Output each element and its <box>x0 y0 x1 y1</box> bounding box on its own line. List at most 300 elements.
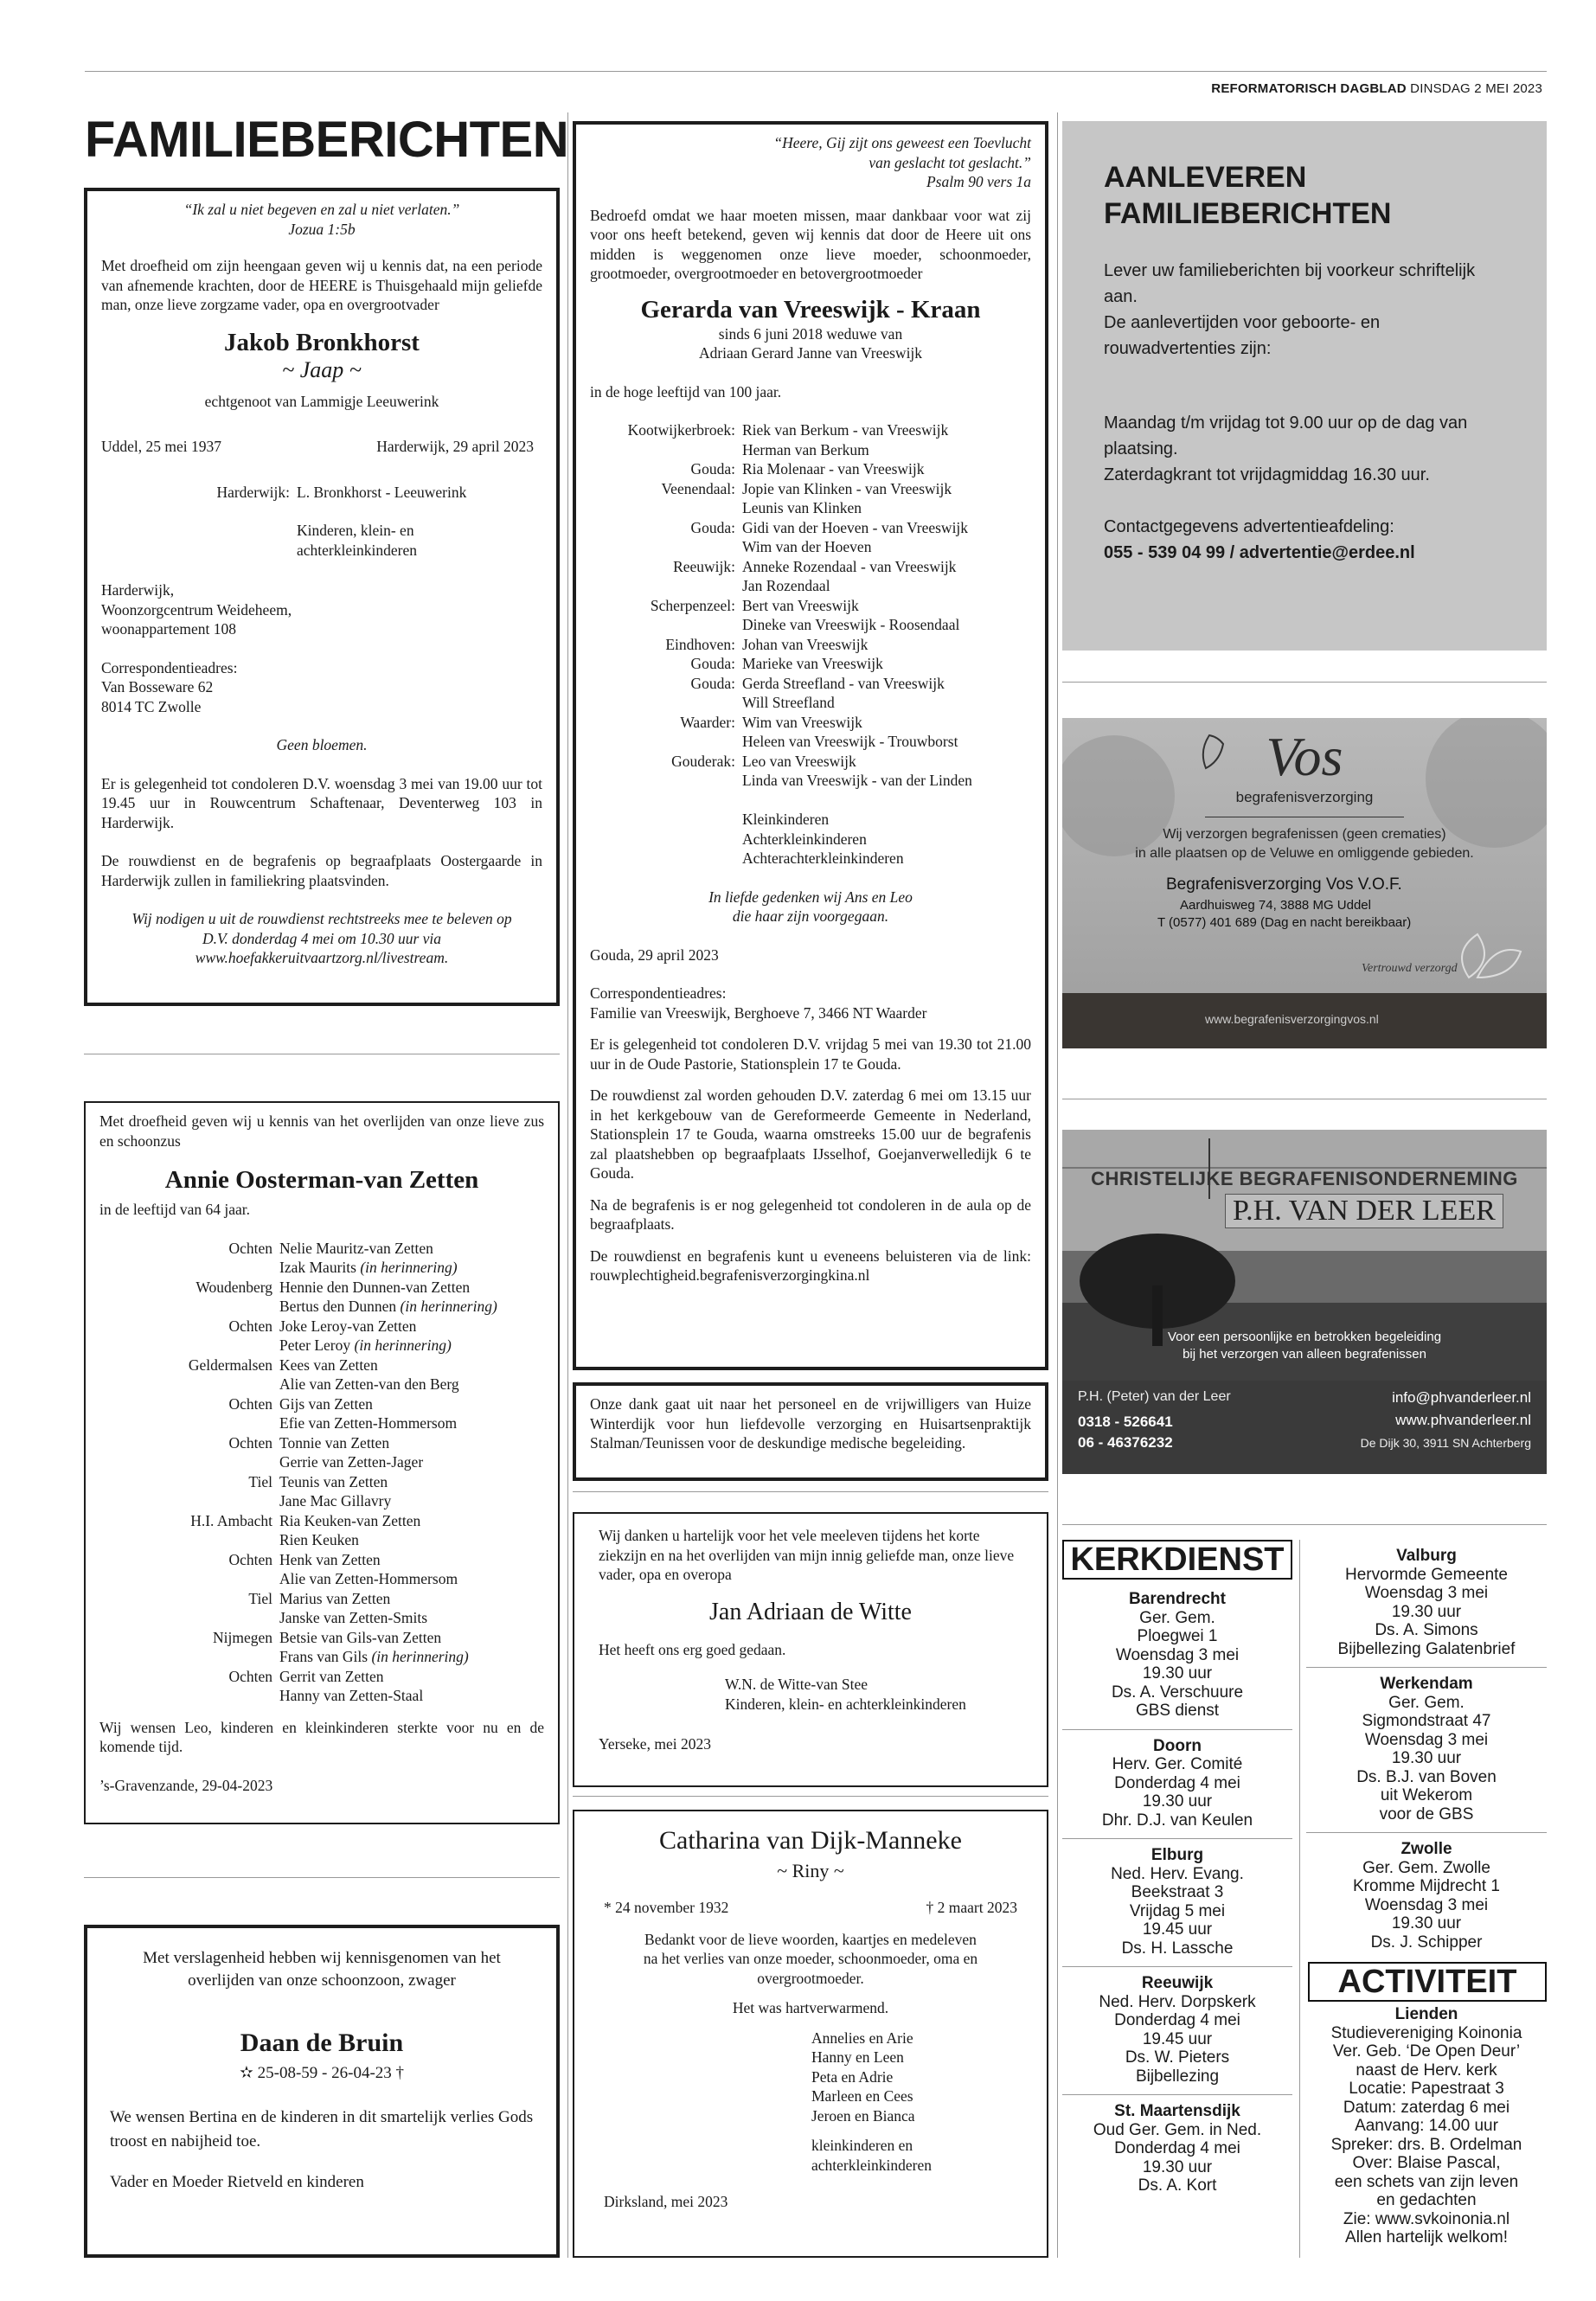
vos-lines <box>1062 825 1547 863</box>
family-place: Ochten <box>228 1394 272 1413</box>
life-dates <box>101 437 542 457</box>
family-member: Bert van Vreeswijk <box>742 596 859 614</box>
church-place: Zwolle <box>1401 1840 1452 1858</box>
top-rule <box>85 71 1547 72</box>
divider <box>1062 682 1547 683</box>
family-place <box>590 615 742 635</box>
family-member <box>279 1686 544 1706</box>
family-rest-2: achterkleinkinderen <box>297 541 417 559</box>
family-member: Johan van Vreeswijk <box>742 635 869 653</box>
activiteit-line: een schets van zijn leven <box>1334 2172 1519 2191</box>
family-member <box>279 1239 544 1259</box>
notice-oosterman <box>84 1101 560 1824</box>
correspondence: Familie van Vreeswijk, Berghoeve 7, 3466 NT Waarder <box>590 1003 927 1022</box>
family-member-name: Marius van Zetten <box>279 1589 391 1607</box>
family-member-name: Alie van Zetten-Hommersom <box>279 1570 458 1587</box>
church-line: Sigmondstraat 47 <box>1362 1712 1491 1730</box>
divider <box>1062 1524 1547 1525</box>
family-member <box>279 1569 544 1589</box>
church-line: 19.45 uur <box>1142 1920 1213 1939</box>
life-dates <box>604 1898 1017 1918</box>
deceased-name: Daan de Bruin <box>240 2029 404 2057</box>
divider <box>573 1796 1048 1797</box>
vos-line: in alle plaatsen op de Veluwe en omliggende gebieden. <box>1135 846 1474 861</box>
church-place: Reeuwijk <box>1141 1974 1214 1992</box>
wish: Wij wensen Leo, kinderen en kleinkinderen sterkte voor nu en de komende tijd. <box>99 1718 544 1755</box>
family-member-name: Janske van Zetten-Smits <box>279 1609 428 1626</box>
listen-info: De rouwdienst en begrafenis kunt u eveneens beluisteren via de link: rouwplechtigheid.begrafenisverzorgingkina.nl <box>590 1247 1031 1284</box>
thanks-text: Onze dank gaat uit naar het personeel en de vrijwilligers van Huize Winterdijk voor hun liefdevolle verzorging en Huisartsenpraktijk Stalman/Teunissen voor de deskundige medische begeleiding. <box>590 1395 1031 1452</box>
church-line: Ned. Herv. Evang. <box>1111 1864 1244 1883</box>
church-service <box>1306 1668 1547 1833</box>
family-member-name: Izak Maurits <box>279 1259 356 1276</box>
intro: Bedroefd omdat we haar moeten missen, maar dankbaar voor wat zij voor ons heeft betekend, geven wij kennis dat door de Heere uit ons midden is weggenomen onze lieve moeder, schoonmoeder, grootmoeder, overgrootmoeder en betovergrootmoeder <box>590 206 1031 282</box>
family-member-name: Gijs van Zetten <box>279 1394 373 1413</box>
born: * 24 november 1932 <box>604 1899 729 1916</box>
died: † 2 maart 2023 <box>926 1899 1017 1916</box>
column-rule-1 <box>567 112 568 2258</box>
deceased-name: Jan Adriaan de Witte <box>709 1598 912 1625</box>
info-title-2: FAMILIEBERICHTEN <box>1104 197 1392 230</box>
family-member <box>279 1511 544 1531</box>
family-place: Ochten <box>228 1433 272 1452</box>
kids-1: kleinkinderen en <box>811 2137 913 2154</box>
leer-phone-1: 0318 - 526641 <box>1078 1413 1173 1430</box>
church-line: Ds. A. Simons <box>1375 1621 1478 1639</box>
family-place <box>590 830 742 849</box>
family-member: Achterkleinkinderen <box>742 830 867 848</box>
activiteit-line: en gedachten <box>1376 2191 1477 2209</box>
divider <box>573 1491 1048 1492</box>
good: Het heeft ons erg goed gedaan. <box>599 1640 786 1658</box>
service-info: De rouwdienst en de begrafenis op begraafplaats Oostergaarde in Harderwijk zullen in familiekring plaatsvinden. <box>101 852 542 889</box>
info-p4: Zaterdagkrant tot vrijdagmiddag 16.30 uur. <box>1104 465 1430 484</box>
family-place: Reeuwijk: <box>673 557 735 575</box>
deceased-name: Gerarda van Vreeswijk - Kraan <box>640 295 981 324</box>
family-place <box>99 1375 279 1394</box>
church-line: Ds. A. Verschuure <box>1111 1682 1244 1702</box>
notice-bronkhorst <box>84 188 560 1006</box>
church-service <box>1062 1730 1292 1840</box>
signer-name: Hanny en Leen <box>811 2048 904 2066</box>
church-line: Herv. Ger. Comité <box>1112 1755 1243 1773</box>
contact-label: Contactgegevens advertentieafdeling: <box>1104 517 1394 536</box>
names-list <box>604 2029 1017 2126</box>
family-member: Herman van Berkum <box>742 440 869 458</box>
condole-info: Er is gelegenheid tot condoleren D.V. woensdag 3 mei van 19.00 uur tot 19.45 uur in Rouwcentrum Schaftenaar, Deventerweg 103 in Harderwijk. <box>101 774 542 831</box>
family-member <box>279 1258 544 1278</box>
family-member <box>279 1336 544 1356</box>
family-place <box>590 849 742 868</box>
masthead <box>1211 81 1542 96</box>
family-place <box>590 498 742 518</box>
family-place <box>590 771 742 791</box>
church-place: Barendrecht <box>1129 1590 1226 1608</box>
family-place <box>590 576 742 596</box>
church-line: Kromme Mijdrecht 1 <box>1353 1877 1500 1895</box>
family-member-name: Betsie van Gils-van Zetten <box>279 1628 442 1646</box>
activiteit-place: Lienden <box>1394 2005 1458 2023</box>
church-line: Ds. J. Schipper <box>1370 1932 1483 1952</box>
family-place: Scherpenzeel: <box>650 596 735 614</box>
condole-info: Er is gelegenheid tot condoleren D.V. vrijdag 5 mei van 19.30 tot 21.00 uur in de Oude Pastorie, Stationsplein 17 te Gouda. <box>590 1035 1031 1073</box>
notice-vandijk <box>573 1810 1048 2258</box>
family-member: Gerda Streefland - van Vreeswijk <box>742 674 945 692</box>
church-line: Ger. Gem. <box>1139 1608 1215 1627</box>
family-member: Riek van Berkum - van Vreeswijk <box>742 421 949 439</box>
vos-logo: Vos <box>1266 726 1343 787</box>
from: Vader en Moeder Rietveld en kinderen <box>110 2173 364 2191</box>
family-member: Will Streefland <box>742 694 835 711</box>
family-member-name: Jane Mac Gillavry <box>279 1492 392 1509</box>
family-place <box>99 1647 279 1667</box>
activiteit-line: Zie: www.svkoinonia.nl <box>1343 2209 1510 2228</box>
signer-name: Annelies en Arie <box>811 2029 913 2047</box>
church-line: Donderdag 4 mei <box>1114 2139 1240 2157</box>
notice-winterdijk <box>573 1382 1048 1481</box>
correspondence-line: Van Bosseware 62 <box>101 678 214 695</box>
leer-website: www.phvanderleer.nl <box>1395 1412 1531 1428</box>
died: Harderwijk, 29 april 2023 <box>376 438 534 455</box>
family-member <box>279 1647 544 1667</box>
church-line: 19.30 uur <box>1142 1792 1213 1811</box>
family-member <box>279 1550 544 1570</box>
activiteit-line: Ver. Geb. ‘De Open Deur’ <box>1332 2042 1521 2061</box>
church-line: Woensdag 3 mei <box>1364 1730 1489 1749</box>
info-title-1: AANLEVEREN <box>1104 161 1307 194</box>
leer-tag: bij het verzorgen van alleen begrafenissen <box>1183 1347 1426 1362</box>
notice-debruin <box>84 1925 560 2258</box>
place-date: Yerseke, mei 2023 <box>599 1735 711 1753</box>
church-line: Donderdag 4 mei <box>1114 1773 1240 1792</box>
family-member-name: Peter Leroy <box>279 1336 351 1354</box>
leaf-icon <box>1462 934 1521 977</box>
widow-line: sinds 6 juni 2018 weduwe van <box>718 324 903 343</box>
family-place <box>99 1297 279 1317</box>
family-member-name: Alie van Zetten-van den Berg <box>279 1375 459 1393</box>
church-line: Ds. A. Kort <box>1138 2176 1217 2195</box>
paper-name: REFORMATORISCH DAGBLAD <box>1211 81 1407 96</box>
family-member <box>279 1413 544 1433</box>
family-member <box>279 1628 544 1648</box>
age: in de leeftijd van 64 jaar. <box>99 1201 250 1218</box>
church-line: Vrijdag 5 mei <box>1129 1901 1226 1920</box>
church-place: Elburg <box>1151 1846 1204 1864</box>
church-service <box>1062 1967 1292 2095</box>
family-place: Tiel <box>248 1589 272 1607</box>
nickname: ~ Riny ~ <box>777 1860 844 1881</box>
address-line: woonappartement 108 <box>101 620 236 638</box>
church-place: St. Maartensdijk <box>1114 2102 1240 2120</box>
leer-tagline <box>1062 1329 1547 1363</box>
livestream-info: Wij nodigen u uit de rouwdienst rechtstreeks mee te beleven op D.V. donderdag 4 mei om 10.30 uur via www.hoefakkeruitvaartzorg.nl/livestream. <box>131 910 512 966</box>
family-member <box>279 1317 544 1336</box>
family-member <box>279 1297 544 1317</box>
family-member-name: Teunis van Zetten <box>279 1472 388 1490</box>
place-date: ’s-Gravenzande, 29-04-2023 <box>99 1776 273 1794</box>
leer-phone-2: 06 - 46376232 <box>1078 1434 1173 1451</box>
notice-dewitte <box>573 1512 1048 1787</box>
family-member: Dineke van Vreeswijk - Roosendaal <box>742 616 960 633</box>
activiteit-line: naast de Herv. kerk <box>1356 2061 1497 2080</box>
church-line: 19.30 uur <box>1142 1664 1213 1682</box>
family-place: Waarder: <box>680 713 735 731</box>
family-place: H.I. Ambacht <box>190 1511 272 1529</box>
church-line: Ds. B.J. van Boven <box>1356 1767 1497 1786</box>
family-member: Leo van Vreeswijk <box>742 752 856 770</box>
family-member: Achterachterkleinkinderen <box>742 849 904 867</box>
family-member <box>279 1433 544 1453</box>
vos-line: Wij verzorgen begrafenissen (geen crematies) <box>1163 827 1446 842</box>
family-place <box>99 1336 279 1356</box>
family-member: Leunis van Klinken <box>742 499 862 516</box>
family-place: Kootwijkerbroek: <box>627 421 735 439</box>
intro: Met verslagenheid hebben wij kennisgenomen van het overlijden van onze schoonzoon, zwager <box>143 1949 501 1990</box>
signer-name: Jeroen en Bianca <box>811 2106 915 2125</box>
widow-line: Adriaan Gerard Janne van Vreeswijk <box>698 344 923 362</box>
spouse: echtgenoot van Lammigje Leeuwerink <box>204 392 439 410</box>
family-member-name: Joke Leroy-van Zetten <box>279 1317 417 1335</box>
family-member <box>279 1375 544 1394</box>
section-title: FAMILIEBERICHTEN <box>85 112 569 168</box>
family-place: Eindhoven: <box>665 635 735 653</box>
kids-2: achterkleinkinderen <box>811 2156 932 2174</box>
family-list <box>101 483 542 561</box>
kerkdienst-left <box>1062 1583 1292 2204</box>
from-2: Kinderen, klein- en achterkleinkinderen <box>725 1695 966 1713</box>
deceased-name: Annie Oosterman-van Zetten <box>164 1166 479 1194</box>
family-member-name: Hennie den Dunnen-van Zetten <box>279 1278 471 1296</box>
church-place: Doorn <box>1153 1736 1202 1755</box>
activiteit-line: Datum: zaterdag 6 mei <box>1343 2098 1510 2117</box>
family-place <box>590 810 742 830</box>
info-p1: Lever uw familieberichten bij voorkeur schriftelijk aan. <box>1104 261 1476 306</box>
verse-line: “Heere, Gij zijt ons geweest een Toevlucht <box>773 134 1031 151</box>
church-line: Ploegwei 1 <box>1137 1627 1218 1645</box>
family-place: Gouda: <box>690 674 735 692</box>
church-line: Hervormde Gemeente <box>1345 1565 1508 1584</box>
column-rule-2 <box>1057 112 1058 2258</box>
family-list <box>99 1239 544 1706</box>
church-place: Werkendam <box>1380 1675 1473 1693</box>
verse <box>590 133 1031 192</box>
leer-address: De Dijk 30, 3911 SN Achterberg <box>1360 1436 1531 1450</box>
church-service <box>1062 1583 1292 1730</box>
family-place: Gouda: <box>690 655 735 672</box>
family-member-name: Bertus den Dunnen <box>279 1298 397 1315</box>
contact-info: 055 - 539 04 99 / advertentie@erdee.nl <box>1104 543 1415 562</box>
activiteit-line: Locatie: Papestraat 3 <box>1349 2080 1504 2098</box>
family-place <box>99 1569 279 1589</box>
info-p2: De aanlevertijden voor geboorte- en rouwadvertenties zijn: <box>1104 313 1381 358</box>
family-place: Tiel <box>248 1472 272 1490</box>
church-line: Bijbellezing Galatenbrief <box>1337 1639 1516 1658</box>
born: Uddel, 25 mei 1937 <box>101 438 222 455</box>
vos-sub: begrafenisverzorging <box>1235 789 1374 805</box>
family-member <box>279 1452 544 1472</box>
notice-vreeswijk <box>573 121 1048 1370</box>
family-member: Marieke van Vreeswijk <box>742 655 883 672</box>
kerkdienst-right <box>1306 1540 1547 1960</box>
family-member <box>279 1491 544 1511</box>
address <box>101 580 542 639</box>
family-place <box>590 693 742 713</box>
family-place: Harderwijk: <box>216 483 290 501</box>
place-date: Gouda, 29 april 2023 <box>590 945 719 964</box>
leer-email: info@phvanderleer.nl <box>1392 1389 1531 1406</box>
family-member-name: Ria Keuken-van Zetten <box>279 1511 421 1529</box>
family-member: Gidi van der Hoeven - van Vreeswijk <box>742 518 969 536</box>
nickname: ~ Jaap ~ <box>282 356 362 382</box>
family-place <box>99 1258 279 1278</box>
memory-line: die haar zijn voorgegaan. <box>732 907 889 925</box>
family-place <box>590 791 742 811</box>
family-member <box>279 1667 544 1687</box>
vos-phone: T (0577) 401 689 (Dag en nacht bereikbaar) <box>1157 915 1412 930</box>
family-member-name: Henk van Zetten <box>279 1550 381 1568</box>
family-member: Ria Molenaar - van Vreeswijk <box>742 460 925 478</box>
church-line: Dhr. D.J. van Keulen <box>1101 1811 1253 1830</box>
church-line: Oud Ger. Gem. in Ned. <box>1093 2120 1262 2139</box>
family-place <box>99 1491 279 1511</box>
family-member <box>279 1589 544 1609</box>
church-line: Woensdag 3 mei <box>1364 1895 1489 1914</box>
ad-vos <box>1062 718 1547 1048</box>
church-line: Ger. Gem. Zwolle <box>1362 1858 1490 1877</box>
deceased-name: Catharina van Dijk-Manneke <box>659 1826 962 1855</box>
no-flowers: Geen bloemen. <box>276 736 368 753</box>
family-member: Wim van Vreeswijk <box>742 713 862 731</box>
correspondence <box>101 658 542 717</box>
family-place: Geldermalsen <box>188 1356 272 1374</box>
family-member-note: (in herinnering) <box>400 1298 497 1315</box>
signer-name: Marleen en Cees <box>811 2087 913 2105</box>
church-service <box>1062 2095 1292 2204</box>
family-place <box>590 732 742 752</box>
leer-tag: Voor een persoonlijke en betrokken begeleiding <box>1167 1330 1442 1344</box>
church-line: Beekstraat 3 <box>1131 1883 1224 1901</box>
family-place: Woudenberg <box>195 1278 272 1296</box>
wish: We wensen Bertina en de kinderen in dit smartelijk verlies Gods troost en nabijheid toe. <box>110 2108 534 2150</box>
church-line: Ger. Gem. <box>1388 1693 1465 1712</box>
church-line: 19.45 uur <box>1142 2029 1213 2048</box>
leer-top: CHRISTELIJKE BEGRAFENISONDERNEMING <box>1091 1168 1518 1189</box>
church-service <box>1306 1540 1547 1668</box>
leer-person: P.H. (Peter) van der Leer <box>1078 1389 1231 1404</box>
family-member-note: (in herinnering) <box>354 1336 452 1354</box>
church-service <box>1306 1833 1547 1960</box>
church-place: Valburg <box>1396 1547 1457 1565</box>
intro: Met droefheid om zijn heengaan geven wij u kennis dat, na een periode van afnemende krachten, door de HEERE is Thuisgehaald mijn geliefde man, onze lieve zorgzame vader, opa en overgrootvader <box>101 257 542 313</box>
dates: ✫ 25-08-59 - 26-04-23 † <box>239 2064 405 2082</box>
deceased-name: Jakob Bronkhorst <box>224 328 420 356</box>
family-place <box>590 537 742 557</box>
family-member <box>279 1472 544 1492</box>
activiteit-lines <box>1306 2024 1547 2247</box>
church-line: GBS dienst <box>1135 1702 1220 1720</box>
family-member-name: Efie van Zetten-Hommersom <box>279 1414 458 1432</box>
verse: “Ik zal u niet begeven en zal u niet verlaten.” <box>183 201 460 218</box>
vos-slogan: Vertrouwd verzorgd <box>1362 962 1458 975</box>
church-line: voor de GBS <box>1379 1804 1474 1823</box>
family-member <box>742 791 1031 811</box>
family-place: Gouda: <box>690 460 735 478</box>
family-place: Nijmegen <box>212 1628 272 1646</box>
church-line: Woensdag 3 mei <box>1364 1584 1489 1602</box>
church-line: Ned. Herv. Dorpskerk <box>1099 1992 1256 2011</box>
family-member-name: Gerrie van Zetten-Jager <box>279 1453 424 1471</box>
family-member <box>279 1530 544 1550</box>
family-place <box>99 1608 279 1628</box>
correspondence-label: Correspondentieadres: <box>101 658 238 676</box>
memory <box>590 888 1031 926</box>
family-member-name: Tonnie van Zetten <box>279 1433 390 1452</box>
intro: Met droefheid geven wij u kennis van het overlijden van onze lieve zus en schoonzus <box>99 1112 544 1150</box>
family-member <box>279 1394 544 1414</box>
church-line: Ds. H. Lassche <box>1121 1939 1234 1958</box>
after-info: Na de begrafenis is er nog gelegenheid tot condoleren in de aula op de begraafplaats. <box>590 1195 1031 1233</box>
signer-name: Peta en Adrie <box>811 2067 894 2086</box>
vos-address: Aardhuisweg 74, 3888 MG Uddel <box>1180 898 1371 913</box>
verse-ref: Psalm 90 vers 1a <box>926 173 1031 190</box>
family-place: Ochten <box>228 1550 272 1568</box>
family-member: Heleen van Vreeswijk - Trouwborst <box>742 733 958 750</box>
correspondence-line: 8014 TC Zwolle <box>101 697 202 715</box>
family-member-name: Hanny van Zetten-Staal <box>279 1687 424 1704</box>
address-line: Harderwijk, <box>101 581 175 599</box>
divider <box>84 1877 560 1878</box>
church-line: 19.30 uur <box>1391 1602 1462 1621</box>
church-line: Donderdag 4 mei <box>1114 2011 1240 2029</box>
verse-line: van geslacht tot geslacht.” <box>869 153 1031 171</box>
family-member-name: Kees van Zetten <box>279 1356 378 1374</box>
church-line: 19.30 uur <box>1391 1914 1462 1932</box>
ad-vanderleer <box>1062 1130 1547 1474</box>
activiteit-line: Aanvang: 14.00 uur <box>1355 2117 1498 2135</box>
family-member: Jopie van Klinken - van Vreeswijk <box>742 479 952 497</box>
intro: Wij danken u hartelijk voor het vele meeleven tijdens het korte ziekzijn en na het overlijden van mijn innig geliefde man, onze lieve vader, opa en overopa <box>599 1527 1015 1583</box>
issue-date: DINSDAG 2 MEI 2023 <box>1410 81 1542 96</box>
church-line: 19.30 uur <box>1391 1749 1462 1767</box>
info-p3: Maandag t/m vrijdag tot 9.00 uur op de dag van plaatsing. <box>1104 413 1468 458</box>
info-box-aanleveren <box>1062 121 1547 651</box>
vos-website: www.begrafenisverzorgingvos.nl <box>1205 1012 1379 1026</box>
church-service <box>1062 1839 1292 1967</box>
family-place: Ochten <box>228 1667 272 1685</box>
family-place: Veenendaal: <box>661 479 735 497</box>
family-member-name: Frans van Gils <box>279 1648 369 1665</box>
family-name: L. Bronkhorst - Leeuwerink <box>297 483 467 501</box>
family-place <box>99 1413 279 1433</box>
family-place <box>99 1530 279 1550</box>
family-member: Wim van der Hoeven <box>742 538 872 555</box>
family-place <box>590 440 742 460</box>
verse-ref: Jozua 1:5b <box>288 220 356 238</box>
place-date: Dirksland, mei 2023 <box>604 2193 728 2210</box>
family-member: Anneke Rozendaal - van Vreeswijk <box>742 557 957 575</box>
family-place: Gouderak: <box>671 752 735 770</box>
activiteit-block <box>1306 2005 1547 2247</box>
family-place <box>99 1686 279 1706</box>
family-list <box>590 420 1031 868</box>
church-line: Woensdag 3 mei <box>1115 1645 1240 1664</box>
church-line: Ds. W. Pieters <box>1125 2048 1230 2067</box>
family-member: Jan Rozendaal <box>742 577 830 594</box>
memory-line: In liefde gedenken wij Ans en Leo <box>708 888 913 906</box>
age: in de hoge leeftijd van 100 jaar. <box>590 382 782 401</box>
family-member <box>279 1356 544 1375</box>
activiteit-title: ACTIVITEIT <box>1308 1962 1547 2002</box>
